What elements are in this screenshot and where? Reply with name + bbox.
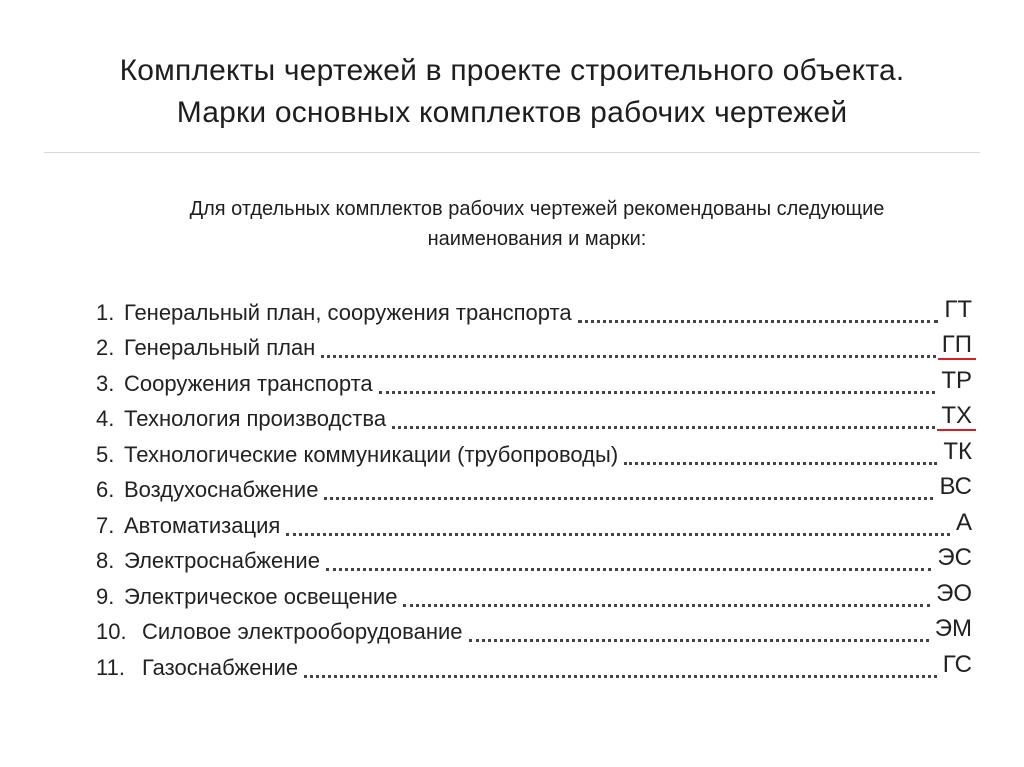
intro-line-2: наименования и марки: [427, 228, 647, 250]
item-mark: ЭС [937, 544, 972, 571]
list-item [96, 332, 976, 368]
intro-line-1: Для отдельных комплектов рабочих чертежей рекомендованы следующие [189, 198, 885, 220]
list-item [96, 474, 976, 510]
leader-dots [286, 530, 950, 536]
item-number: 6. [96, 477, 115, 502]
item-mark: ЭО [936, 579, 972, 607]
leader-dots [304, 672, 937, 678]
item-number: 3. [96, 370, 115, 396]
item-number: 2. [96, 335, 115, 360]
item-number: 11. [96, 654, 125, 680]
title-divider [44, 152, 980, 153]
item-mark: ГТ [944, 295, 972, 323]
leader-dots [469, 636, 929, 642]
item-number: 1. [96, 299, 115, 325]
list-item [96, 296, 976, 332]
title-line-1: Комплекты чертежей в проекте строительного объекта. [119, 54, 905, 87]
item-name: Сооружения транспорта [124, 370, 373, 396]
item-mark: А [955, 508, 972, 536]
list-item [96, 438, 976, 474]
list-item [96, 651, 976, 687]
item-mark: ВС [939, 473, 972, 500]
list-item [96, 545, 976, 581]
item-mark: ГС [942, 650, 972, 678]
item-mark: ТР [941, 366, 972, 394]
item-mark: ТК [943, 437, 972, 465]
item-name: Генеральный план, сооружения транспорта [124, 299, 572, 325]
item-number: 8. [96, 548, 115, 573]
intro-text [60, 194, 1014, 254]
item-number: 5. [96, 441, 115, 467]
item-number: 4. [96, 406, 115, 431]
item-name: Технологические коммуникации (трубопроводы) [124, 441, 619, 467]
leader-dots [392, 423, 935, 429]
item-name: Технология производства [124, 406, 387, 431]
drawing-sets-list [96, 296, 976, 687]
item-number: 9. [96, 583, 115, 609]
list-item [96, 509, 976, 545]
item-name: Силовое электрооборудование [142, 619, 463, 644]
item-name: Генеральный план [124, 335, 316, 360]
item-number: 7. [96, 512, 115, 538]
list-item [96, 367, 976, 403]
leader-dots [326, 565, 931, 571]
leader-dots [578, 317, 939, 323]
item-name: Воздухоснабжение [124, 477, 319, 502]
item-mark: ТХ [941, 402, 972, 429]
item-number: 10. [96, 619, 127, 644]
leader-dots [624, 459, 937, 465]
list-item [96, 403, 976, 439]
list-item [96, 580, 976, 616]
leader-dots [321, 352, 935, 358]
red-underline-gp [938, 358, 976, 360]
list-item [96, 616, 976, 652]
page-title [40, 50, 984, 134]
red-underline-tx [937, 429, 976, 431]
item-name: Электроснабжение [124, 548, 320, 573]
item-mark: ЭМ [934, 615, 972, 642]
leader-dots [379, 388, 936, 394]
item-mark: ГП [941, 331, 972, 358]
item-name: Автоматизация [124, 512, 281, 538]
item-name: Газоснабжение [142, 654, 299, 680]
leader-dots [403, 601, 930, 607]
leader-dots [324, 494, 933, 500]
item-name: Электрическое освещение [124, 583, 398, 609]
title-line-2: Марки основных комплектов рабочих чертежей [176, 96, 848, 129]
